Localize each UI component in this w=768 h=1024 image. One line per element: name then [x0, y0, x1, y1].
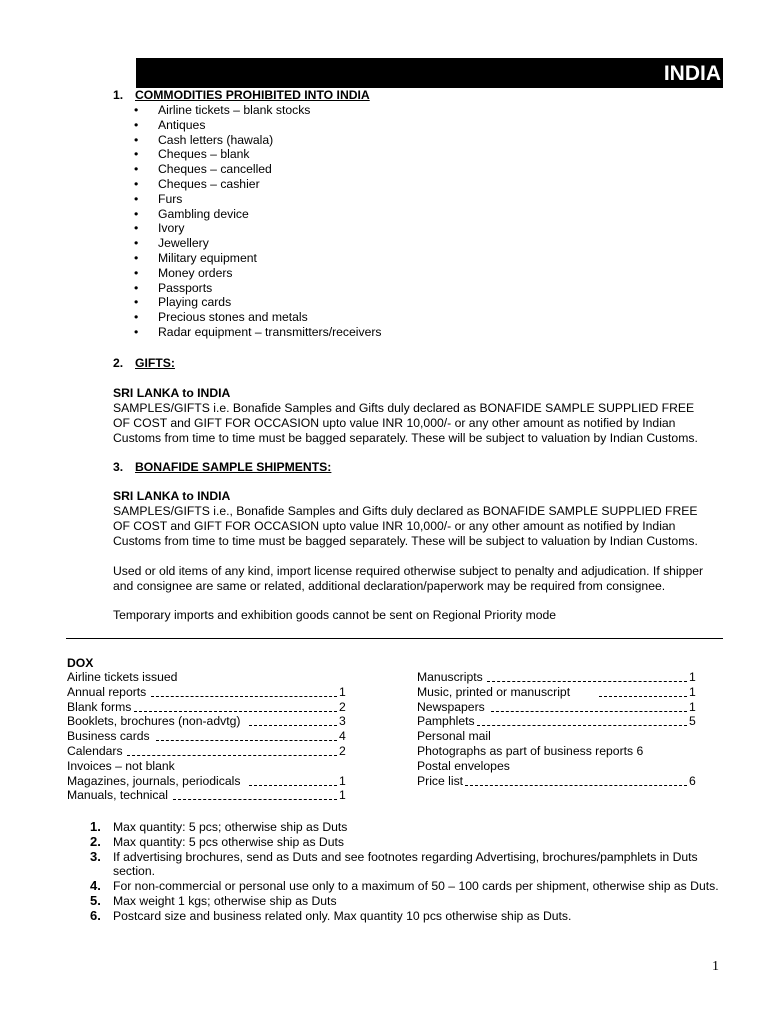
list-item: • Money orders: [134, 266, 382, 281]
dox-footnotes: [90, 820, 730, 924]
section-3-heading: 3. BONAFIDE SAMPLE SHIPMENTS:: [113, 460, 332, 474]
samples-route-subheading: SRI LANKA to INDIA: [113, 489, 231, 503]
list-item: • Cash letters (hawala): [134, 133, 382, 148]
prohibited-commodities-list: [134, 103, 382, 340]
country-title: INDIA: [663, 62, 721, 85]
list-item: • Military equipment: [134, 251, 382, 266]
country-header-bar: [136, 58, 723, 88]
list-item: Photographs as part of business reports 6: [417, 743, 644, 758]
list-item: Calendars 2: [67, 743, 346, 758]
footnote: 6. Postcard size and business related only. Max quantity 10 pcs otherwise ship as Duts.: [90, 907, 572, 923]
list-item: • Gambling device: [134, 207, 382, 222]
list-item: Manuals, technical 1: [67, 788, 346, 803]
gifts-paragraph: SAMPLES/GIFTS i.e. Bonafide Samples and Gifts duly declared as BONAFIDE SAMPLE SUPPLIED FREE OF COST and GIFT FOR OCCASION upto value INR 10,000/- or any other amount as notified by Indian Customs from time to time must be bagged separately. These will be subject to valuation by Indian Customs.: [113, 401, 698, 445]
list-item: Annual reports 1: [67, 684, 346, 699]
list-item: Price list 6: [417, 773, 696, 788]
footnote: 2. Max quantity: 5 pcs otherwise ship as Duts: [90, 833, 344, 849]
list-item: • Cheques – blank: [134, 147, 382, 162]
dox-left-column: [67, 670, 347, 803]
list-item: • Playing cards: [134, 295, 382, 310]
list-item: Manuscripts 1: [417, 670, 696, 684]
gifts-route-subheading: SRI LANKA to INDIA: [113, 386, 231, 400]
list-item: Airline tickets issued: [67, 670, 178, 684]
list-item: Blank forms 2: [67, 699, 346, 714]
list-item: Personal mail: [417, 729, 491, 744]
list-item: • Cheques – cashier: [134, 177, 382, 192]
list-item: Postal envelopes: [417, 758, 510, 773]
footnote: 1. Max quantity: 5 pcs; otherwise ship as Duts: [90, 819, 348, 834]
samples-paragraph: SAMPLES/GIFTS i.e., Bonafide Samples and Gifts duly declared as BONAFIDE SAMPLE SUPPLIED FREE OF COST and GIFT FOR OCCASION upto value INR 10,000/- or any other amount as notified by Indian Customs from time to time must be bagged separately. These will be subject to valuation by Indian Customs.: [113, 504, 698, 548]
list-item: • Ivory: [134, 221, 382, 236]
list-item: • Furs: [134, 192, 382, 207]
list-item: • Jewellery: [134, 236, 382, 251]
temporary-imports-note: Temporary imports and exhibition goods cannot be sent on Regional Priority mode: [113, 608, 557, 622]
section-2-heading: 2. GIFTS:: [113, 356, 175, 370]
section-1-heading: 1. COMMODITIES PROHIBITED INTO INDIA: [113, 88, 370, 102]
section-divider: [66, 638, 723, 639]
page-number: 1: [712, 959, 719, 974]
list-item: • Radar equipment – transmitters/receivers: [134, 325, 382, 340]
list-item: Business cards 4: [67, 729, 346, 744]
footnote: 4. For non-commercial or personal use only to a maximum of 50 – 100 cards per shipment, otherwise ship as Duts.: [90, 878, 719, 894]
list-item: • Precious stones and metals: [134, 310, 382, 325]
list-item: • Passports: [134, 281, 382, 296]
dox-title: DOX: [67, 656, 94, 670]
list-item: • Airline tickets – blank stocks: [134, 103, 382, 118]
list-item: Pamphlets 5: [417, 714, 696, 729]
dox-right-column: [417, 670, 697, 788]
used-items-paragraph: Used or old items of any kind, import license required otherwise subject to penalty and adjudication. If shipper and consignee are same or related, additional declaration/paperwork may be required from consignee.: [113, 564, 704, 593]
footnote: 3. If advertising brochures, send as Duts and see footnotes regarding Advertising, brochures/pamphlets in Duts section.: [90, 848, 698, 879]
footnote: 5. Max weight 1 kgs; otherwise ship as Duts: [90, 892, 337, 908]
list-item: • Antiques: [134, 118, 382, 133]
list-item: Invoices – not blank: [67, 758, 175, 773]
list-item: • Cheques – cancelled: [134, 162, 382, 177]
list-item: Booklets, brochures (non-advtg) 3: [67, 714, 346, 729]
list-item: Music, printed or manuscript 1: [417, 684, 696, 699]
list-item: Newspapers 1: [417, 699, 696, 714]
list-item: Magazines, journals, periodicals 1: [67, 773, 346, 788]
